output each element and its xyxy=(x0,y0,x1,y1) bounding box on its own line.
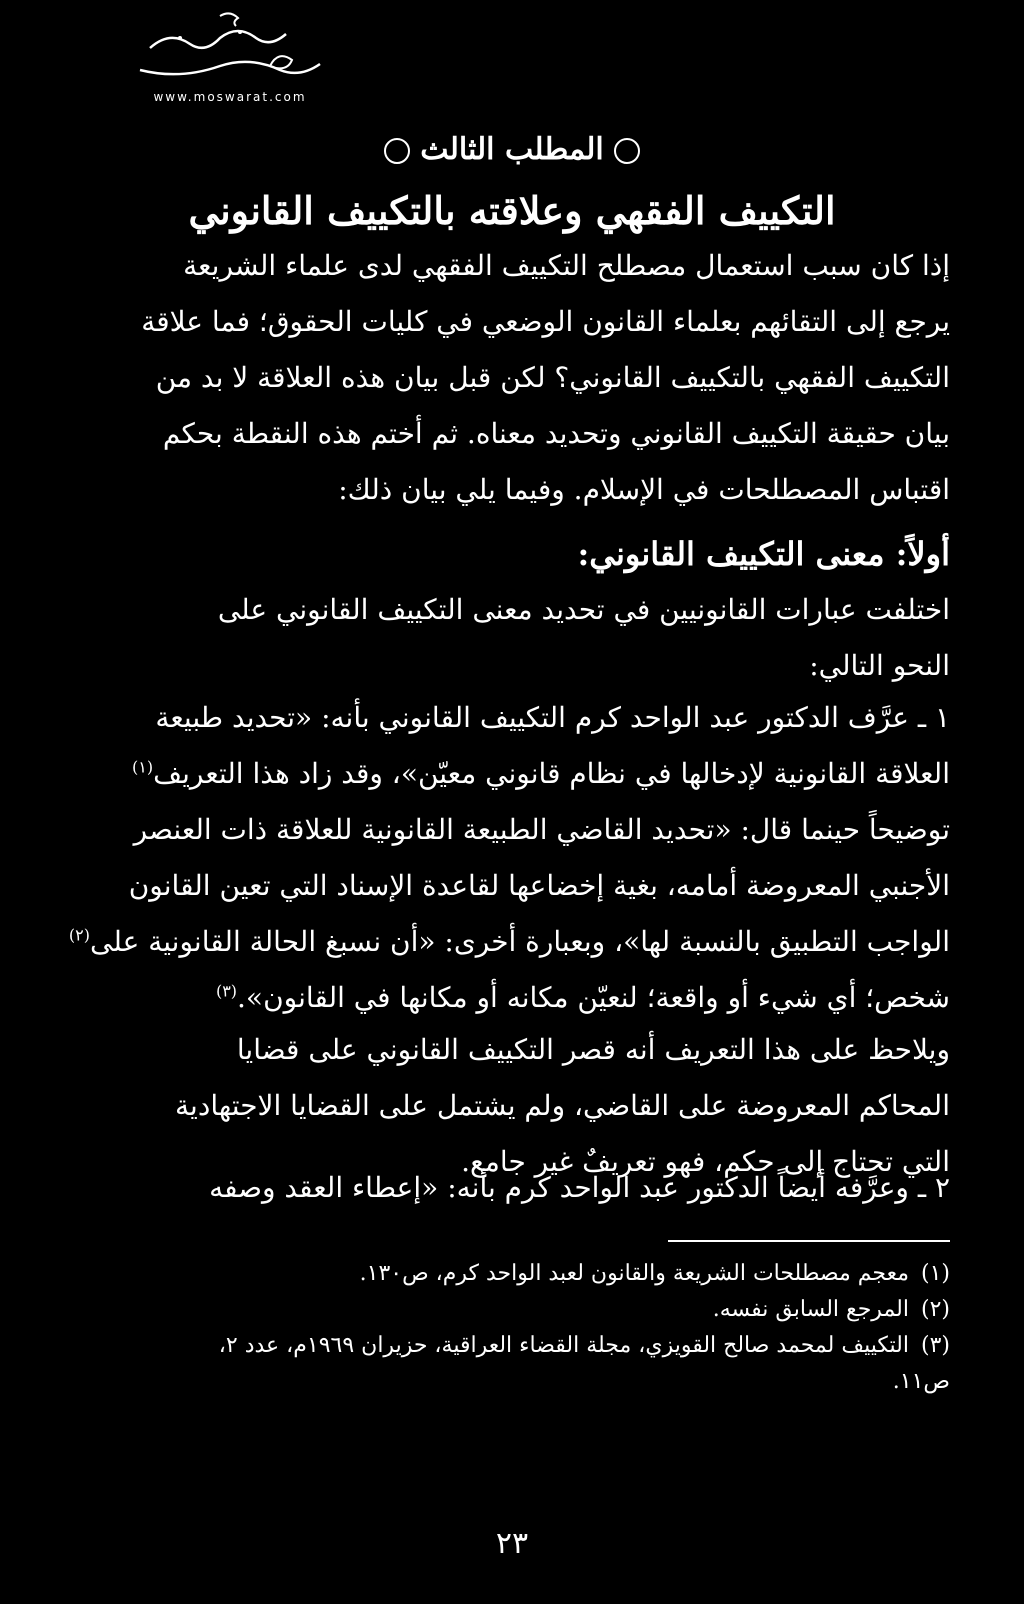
text-line: الواجب التطبيق بالنسبة لها»، وبعبارة أخرى: «أن نسبغ الحالة القانونية على$^{(٢)}$ xyxy=(68,925,950,958)
text-line: يرجع إلى التقائهم بعلماء القانون الوضعي في كليات الحقوق؛ فما علاقة xyxy=(141,305,950,338)
text-line: إذا كان سبب استعمال مصطلح التكييف الفقهي لدى علماء الشريعة xyxy=(183,249,950,282)
subheading: أولاً: معنى التكييف القانوني: xyxy=(577,535,950,573)
footnote-text: المرجع السابق نفسه. xyxy=(712,1297,909,1322)
text-line: التي تحتاج إلى حكم، فهو تعريفٌ غير جامع. xyxy=(461,1145,950,1178)
site-url[interactable]: www.moswarat.com xyxy=(153,90,307,104)
text-line: العلاقة القانونية لإدخالها في نظام قانوني معيّن»، وقد زاد هذا التعريف$^{(١)}$ xyxy=(132,757,950,790)
footnote-3-continued xyxy=(100,1364,950,1400)
footnote-text: التكييف لمحمد صالح القويزي، مجلة القضاء العراقية، حزيران ١٩٦٩م، عدد ٢، xyxy=(218,1333,909,1358)
footnote-number: (٣) xyxy=(920,1333,950,1358)
paragraph-intro xyxy=(100,238,950,518)
definition-item-1 xyxy=(68,690,950,1026)
text-line: توضيحاً حينما قال: «تحديد القاضي الطبيعة القانونية للعلاقة ذات العنصر xyxy=(133,813,950,846)
footnote-divider xyxy=(668,1240,950,1242)
footnote-text: معجم مصطلحات الشريعة والقانون لعبد الواحد كرم، ص١٣٠. xyxy=(359,1261,909,1286)
definition-item-2 xyxy=(100,1160,950,1216)
footnote-2 xyxy=(100,1292,950,1328)
ring-icon xyxy=(614,138,640,164)
text-line: اختلفت عبارات القانونيين في تحديد معنى التكييف القانوني على xyxy=(217,593,950,626)
footnote-ref[interactable]: (١) xyxy=(132,757,154,777)
item-number: ٢ ـ xyxy=(917,1171,950,1204)
footnote-number: (١) xyxy=(920,1261,950,1286)
footnote-text: ص١١. xyxy=(892,1369,950,1394)
text-line: التكييف الفقهي بالتكييف القانوني؟ لكن قبل بيان هذه العلاقة لا بد من xyxy=(155,361,950,394)
text-line: شخص؛ أي شيء أو واقعة؛ لنعيّن مكانه أو مكانها في القانون».$^{(٣)}$ xyxy=(215,981,950,1014)
site-logo[interactable] xyxy=(110,8,350,108)
section-label-text: المطلب الثالث xyxy=(420,132,604,167)
ring-icon xyxy=(384,138,410,164)
item-number: ١ ـ xyxy=(917,701,950,734)
text-line: ويلاحظ على هذا التعريف أنه قصر التكييف القانوني على قضايا xyxy=(236,1033,950,1066)
text-line: الأجنبي المعروضة أمامه، بغية إخضاعها لقاعدة الإسناد التي تعين القانون xyxy=(128,869,950,902)
page-number: ٢٣ xyxy=(495,1526,529,1561)
text-line: اقتباس المصطلحات في الإسلام. وفيما يلي بيان ذلك: xyxy=(338,473,950,506)
page-title: التكييف الفقهي وعلاقته بالتكييف القانوني xyxy=(188,188,836,233)
text-line: ٢ ـ وعرَّفه أيضاً الدكتور عبد الواحد كرم بأنه: «إعطاء العقد وصفه xyxy=(209,1171,950,1204)
footnote-3 xyxy=(100,1328,950,1364)
calligraphy-logo-icon xyxy=(120,8,340,88)
footnote-number: (٢) xyxy=(920,1297,950,1322)
section-label xyxy=(0,132,1024,167)
text-line: المحاكم المعروضة على القاضي، ولم يشتمل على القضايا الاجتهادية xyxy=(175,1089,950,1122)
text-line: ١ ـ عرَّف الدكتور عبد الواحد كرم التكييف القانوني بأنه: «تحديد طبيعة xyxy=(155,701,950,734)
footnote-ref[interactable]: (٣) xyxy=(215,981,238,1001)
footnote-ref[interactable]: (٢) xyxy=(68,925,90,945)
footnote-1 xyxy=(100,1256,950,1292)
text-line: بيان حقيقة التكييف القانوني وتحديد معناه. ثم أختم هذه النقطة بحكم xyxy=(162,417,950,450)
text-line: النحو التالي: xyxy=(809,649,950,682)
paragraph-definitions-intro xyxy=(100,582,950,694)
